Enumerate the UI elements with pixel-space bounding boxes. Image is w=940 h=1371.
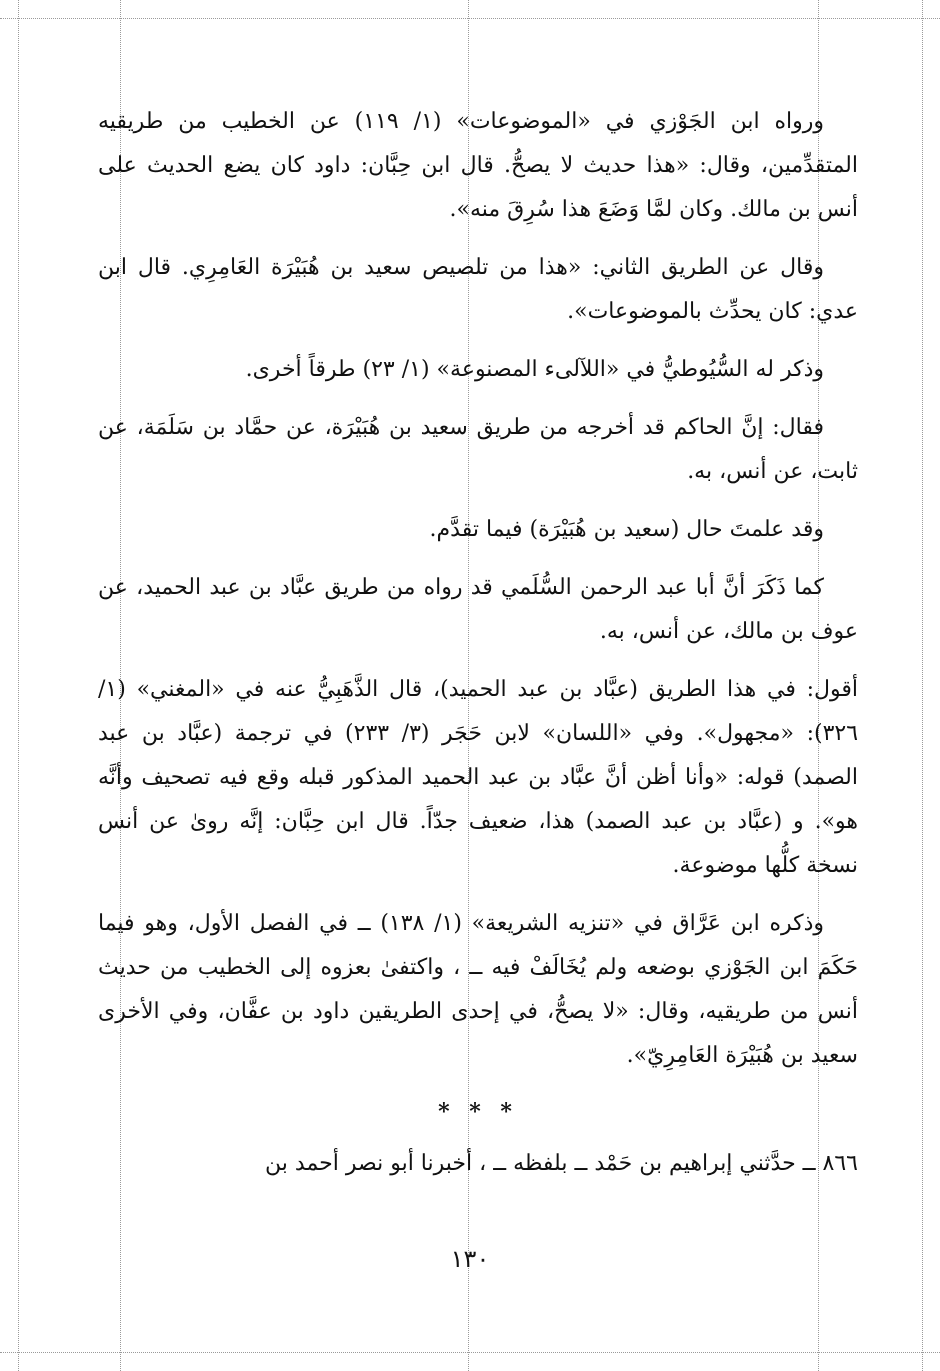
section-separator: * * * xyxy=(438,1099,518,1125)
hadith-line: ٨٦٦ ــ حدَّثني إبراهيم بن حَمْد ــ بلفظه ــ ، أخبرنا أبو نصر أحمد بن xyxy=(265,1151,858,1176)
paragraph-6: كما ذَكَرَ أنَّ أبا عبد الرحمن السُّلَمي قد رواه من طريق عبَّاد بن عبد الحميد، عن عوف بن مالك، عن أنس، به. xyxy=(98,575,858,644)
paragraph-5: وقد علمتَ حال (سعيد بن هُبَيْرَة) فيما تقدَّم. xyxy=(429,517,824,542)
dotted-guide-right xyxy=(922,0,923,1371)
paragraph-7: أقول: في هذا الطريق (عبَّاد بن عبد الحميد)، قال الذَّهَبِيُّ عنه في «المغني» (١/ ٣٢٦): «مجهول». وفي «اللسان» لابن حَجَر (٣/ ٢٣٣) في ترجمة (عبَّاد بن عبد الصمد) قوله: «وأنا أظن أنَّ عبَّاد بن عبد الحميد المذكور قبله وقع فيه تصحيف وأنَّه هو». و (عبَّاد بن عبد الصمد) هذا، ضعيف جدّاً. قال ابن حِبَّان: إنَّه روىٰ عن أنس نسخة كلُّها موضوعة. xyxy=(98,677,859,878)
dotted-guide-top xyxy=(0,18,940,19)
paragraph-4: فقال: إنَّ الحاكم قد أخرجه من طريق سعيد بن هُبَيْرَة، عن حمَّاد بن سَلَمَة، عن ثابت، عن أنس، به. xyxy=(98,415,858,484)
page-number: ١٣٠ xyxy=(450,1245,490,1273)
paragraph-1: ورواه ابن الجَوْزي في «الموضوعات» (١/ ١١٩) عن الخطيب من طريقيه المتقدِّمين، وقال: «هذا حديث لا يصحُّ. قال ابن حِبَّان: داود كان يضع الحديث على أنس بن مالك. وكان لمَّا وَضَعَ هذا سُرِقَ منه». xyxy=(98,109,858,222)
paragraph-2: وقال عن الطريق الثاني: «هذا من تلصيص سعيد بن هُبَيْرَة العَامِرِي. قال ابن عدي: كان يحدِّث بالموضوعات». xyxy=(98,255,858,324)
dotted-guide-bottom xyxy=(0,1352,940,1353)
paragraph-8: وذكره ابن عَرَّاق في «تنزيه الشريعة» (١/ ١٣٨) ــ في الفصل الأول، وهو فيما حَكَمَ ابن الجَوْزي بوضعه ولم يُخَالَفْ فيه ــ ، واكتفىٰ بعزوه إلى الخطيب من حديث أنس من طريقيه، وقال: «لا يصحُّ، في إحدى الطريقين داود بن عفَّان، وفي الأخرى سعيد بن هُبَيْرَة العَامِرِيّ». xyxy=(98,911,858,1068)
dotted-guide-left xyxy=(18,0,19,1371)
page-body xyxy=(98,100,858,1186)
paragraph-3: وذكر له السُّيُوطيُّ في «اللآلىء المصنوعة» (١/ ٢٣) طرقاً أخرى. xyxy=(245,357,824,382)
